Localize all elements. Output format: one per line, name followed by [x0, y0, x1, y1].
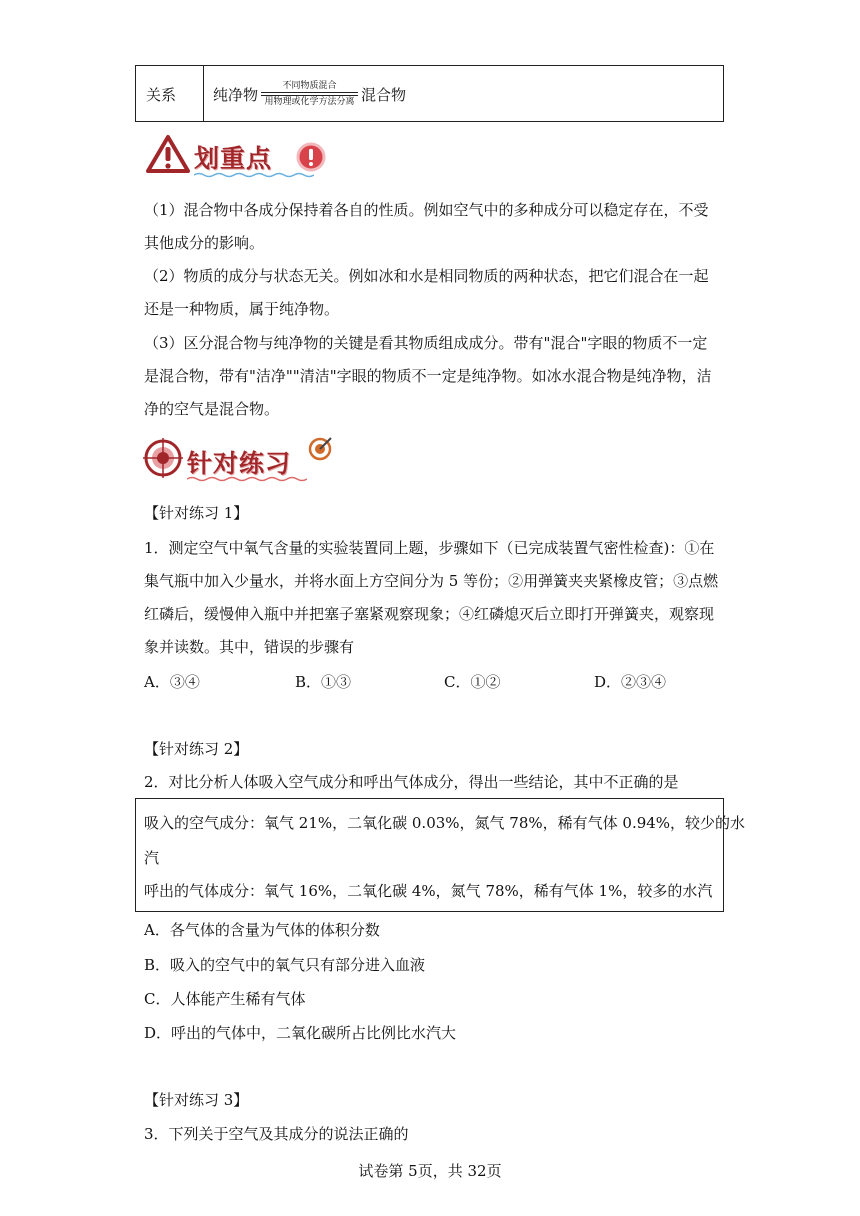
key-point-2-line-1: （2）物质的成分与状态无关。例如冰和水是相同物质的两种状态，把它们混合在一起 [144, 267, 709, 285]
key-points-header [146, 134, 336, 180]
key-point-3-line-3: 净的空气是混合物。 [144, 400, 280, 418]
key-point-1-line-2: 其他成分的影响。 [144, 234, 265, 252]
page-footer: 试卷第 5页，共 32页 [358, 1162, 502, 1180]
exercise-1-line-2: 集气瓶中加入少量水，并将水面上方空间分为 5 等份；②用弹簧夹夹紧橡皮管；③点燃 [144, 572, 719, 590]
target-icon [143, 438, 183, 478]
key-point-3-line-2: 是混合物，带有"洁净""清洁"字眼的物质不一定是纯净物。如冰水混合物是纯净物，洁 [144, 367, 712, 385]
relation-right: 混合物 [361, 86, 407, 104]
key-point-1-line-1: （1）混合物中各成分保持着各自的性质。例如空气中的多种成分可以稳定存在，不受 [144, 201, 709, 219]
exercise-1-line-4: 象并读数。其中，错误的步骤有 [144, 638, 355, 656]
table-divider [203, 66, 204, 121]
inhaled-composition: 吸入的空气成分：氧气 21%，二氧化碳 0.03%，氮气 78%，稀有气体 0.94%，较少的水 [144, 814, 746, 832]
exercise-1-line-3: 红磷后，缓慢伸入瓶中并把塞子塞紧观察现象；④红磷熄灭后立即打开弹簧夹，观察现 [144, 605, 715, 623]
option-d: D．②③④ [594, 673, 667, 691]
exercise-1-line-1: 1．测定空气中氧气含量的实验装置同上题，步骤如下（已完成装置气密性检查)：①在 [144, 539, 715, 557]
relation-table [135, 65, 724, 122]
option-c: C．①② [444, 673, 501, 691]
option-b: B．吸入的空气中的氧气只有部分进入血液 [144, 956, 426, 974]
alert-icon [296, 142, 326, 172]
option-a: A．③④ [144, 673, 200, 691]
practice-header [143, 436, 343, 482]
option-c: C．人体能产生稀有气体 [144, 990, 306, 1008]
option-a: A．各气体的含量为气体的体积分数 [144, 921, 380, 939]
exercise-2-question: 2．对比分析人体吸入空气成分和呼出气体成分，得出一些结论，其中不正确的是 [144, 773, 679, 791]
arrow-bottom-label: 用物理或化学方法分离 [264, 97, 355, 107]
warning-icon [146, 134, 190, 174]
relation-key: 关系 [146, 86, 177, 104]
arrow-top-label: 不同物质混合 [282, 81, 337, 91]
exercise-2-label: 【针对练习 2】 [144, 740, 249, 758]
option-b: B．①③ [295, 673, 352, 691]
exhaled-composition: 呼出的气体成分：氧气 16%，二氧化碳 4%，氮气 78%，稀有气体 1%，较多的水汽 [144, 882, 713, 900]
key-point-2-line-2: 还是一种物质，属于纯净物。 [144, 300, 340, 318]
key-point-3-line-1: （3）区分混合物与纯净物的关键是看其物质组成成分。带有"混合"字眼的物质不一定 [144, 334, 708, 352]
exercise-3-label: 【针对练习 3】 [144, 1091, 249, 1109]
relation-arrow [261, 81, 358, 107]
key-points-title: 划重点 [194, 144, 273, 173]
relation-left: 纯净物 [213, 86, 259, 104]
exercise-1-label: 【针对练习 1】 [144, 504, 249, 522]
dart-icon [307, 436, 333, 462]
exercise-3-question: 3．下列关于空气及其成分的说法正确的 [144, 1125, 409, 1143]
practice-title: 针对练习 [187, 449, 292, 478]
inhaled-composition-cont: 汽 [144, 849, 160, 867]
option-d: D．呼出的气体中，二氧化碳所占比例比水汽大 [144, 1024, 457, 1042]
